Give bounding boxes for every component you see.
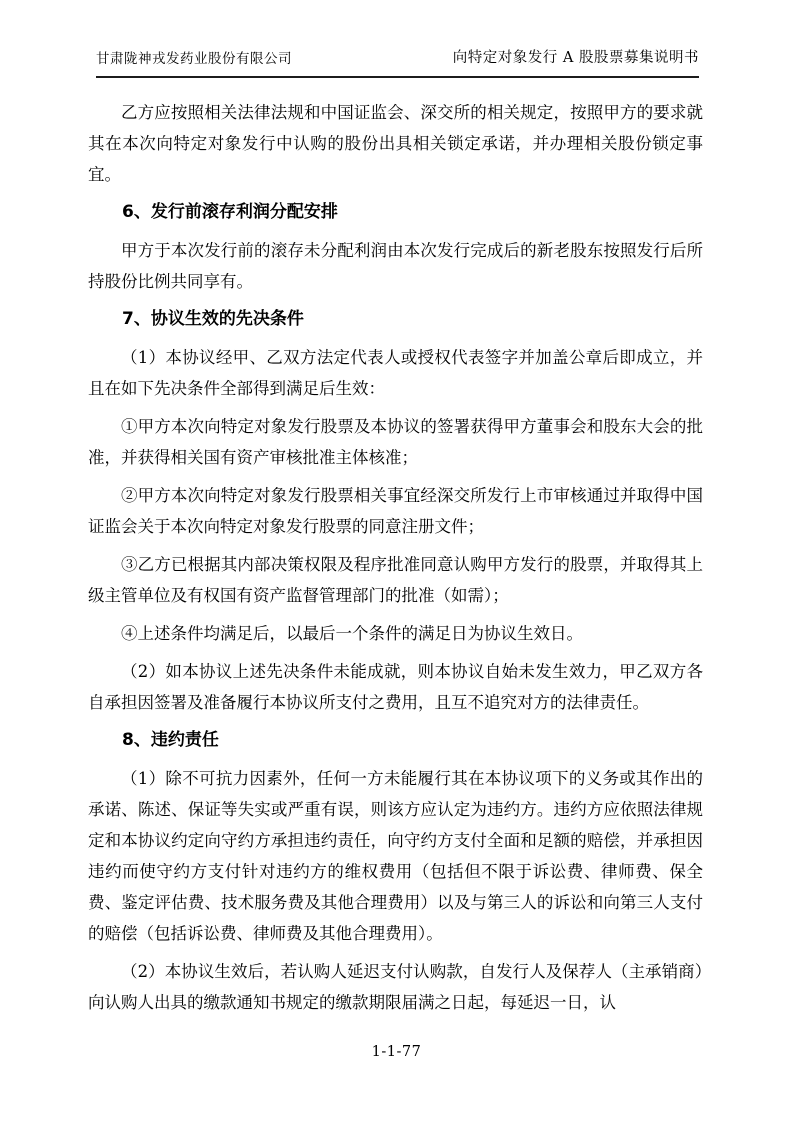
- page-header: [96, 46, 699, 78]
- paragraph-lockup-commitment: 乙方应按照相关法律法规和中国证监会、深交所的相关规定，按照甲方的要求就其在本次向特定对象发行中认购的股份出具相关锁定承诺，并办理相关股份锁定事宜。: [88, 103, 703, 184]
- paragraph-7-item-2: （2）如本协议上述先决条件未能成就，则本协议自始未发生效力，甲乙双方各自承担因签署及准备履行本协议所支付之费用，且互不追究对方的法律责任。: [88, 662, 703, 712]
- section-heading-8: 8、违约责任: [122, 730, 219, 750]
- paragraph-7-condition-1: ①甲方本次向特定对象发行股票及本协议的签署获得甲方董事会和股东大会的批准，并获得相关国有资产审核批准主体核准；: [88, 417, 703, 467]
- paragraph-retained-profit: 甲方于本次发行前的滚存未分配利润由本次发行完成后的新老股东按照发行后所持股份比例共同享有。: [88, 241, 703, 291]
- paragraph-7-condition-2: ②甲方本次向特定对象发行股票相关事宜经深交所发行上市审核通过并取得中国证监会关于本次向特定对象发行股票的同意注册文件；: [88, 486, 703, 536]
- header-company-name: 甘肃陇神戎发药业股份有限公司: [96, 51, 292, 67]
- section-heading-7: 7、协议生效的先决条件: [122, 309, 304, 329]
- paragraph-8-item-1: （1）除不可抗力因素外，任何一方未能履行其在本协议项下的义务或其作出的承诺、陈述、保证等失实或严重有误，则该方应认定为违约方。违约方应依照法律规定和本协议约定向守约方承担违约责任，向守约方支付全面和足额的赔偿，并承担因违约而使守约方支付针对违约方的维权费用（包括但不限于诉讼费、律师费、保全费、鉴定评估费、技术服务费及其他合理费用）以及与第三人的诉讼和向第三人支付的赔偿（包括诉讼费、律师费及其他合理费用）。: [88, 769, 703, 943]
- page-number: 1-1-77: [371, 1044, 422, 1060]
- page-footer: [0, 1044, 793, 1060]
- paragraph-7-condition-3: ③乙方已根据其内部决策权限及程序批准同意认购甲方发行的股票，并取得其上级主管单位及有权国有资产监督管理部门的批准（如需）；: [88, 555, 703, 605]
- document-body: [88, 97, 703, 1025]
- paragraph-8-item-2: （2）本协议生效后，若认购人延迟支付认购款，自发行人及保荐人（主承销商）向认购人出具的缴款通知书规定的缴款期限届满之日起，每延迟一日，认: [88, 962, 703, 1012]
- paragraph-7-condition-4: ④上述条件均满足后，以最后一个条件的满足日为协议生效日。: [121, 624, 583, 643]
- header-document-title: 向特定对象发行 A 股股票募集说明书: [452, 50, 699, 66]
- section-heading-6: 6、发行前滚存利润分配安排: [122, 202, 338, 222]
- paragraph-7-item-1: （1）本协议经甲、乙双方法定代表人或授权代表签字并加盖公章后即成立，并且在如下先决条件全部得到满足后生效：: [88, 348, 703, 398]
